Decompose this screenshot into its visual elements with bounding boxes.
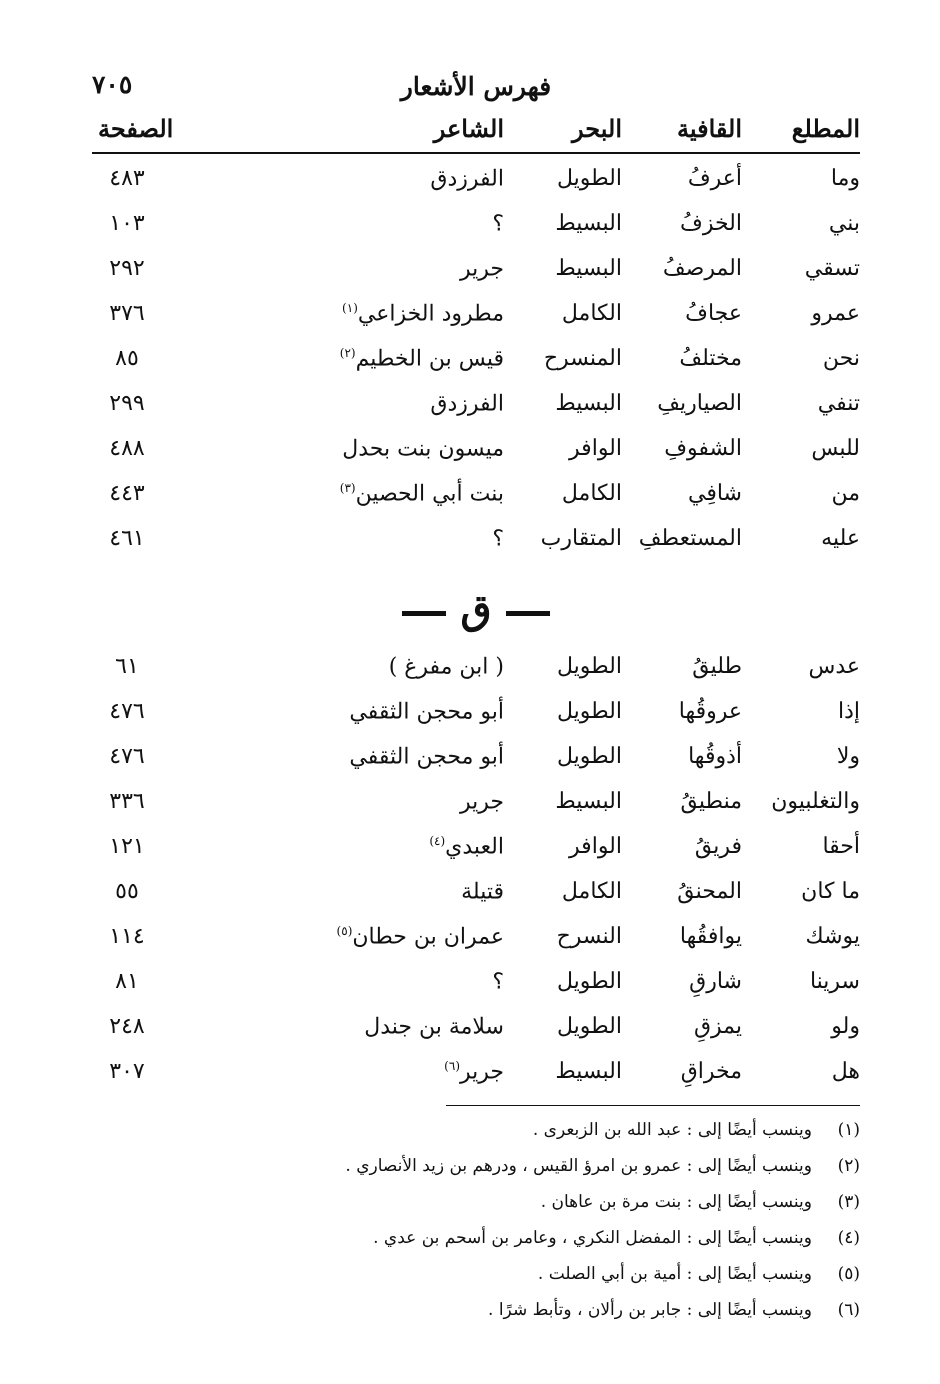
cell-qafiya: مختلفُ <box>679 346 742 371</box>
cell-poet: قيس بن الخطيم$^{(٢)}$ <box>339 346 504 372</box>
cell-matla: هل <box>831 1059 860 1084</box>
page-number: ٧٠٥ <box>92 70 133 99</box>
footnote-number: (١) <box>837 1120 860 1140</box>
page-header <box>92 68 860 108</box>
column-header-matla: المطلع <box>791 114 860 143</box>
footnote-number: (٣) <box>837 1192 860 1212</box>
footnote-marker: (٥) <box>336 924 353 938</box>
section-letter-heading <box>92 586 860 633</box>
cell-bahr: الكامل <box>561 481 622 506</box>
footnote <box>92 1226 860 1262</box>
table-row <box>92 875 860 920</box>
footnote-divider <box>446 1105 860 1106</box>
cell-bahr: المنسرح <box>543 346 622 371</box>
cell-page: ٣٠٧ <box>109 1059 145 1084</box>
cell-qafiya: يمزقِ <box>693 1014 742 1039</box>
cell-qafiya: عجافُ <box>685 301 742 326</box>
cell-poet: العبدي$^{(٤)}$ <box>429 834 504 860</box>
table-row <box>92 207 860 252</box>
cell-bahr: البسيط <box>555 391 622 416</box>
footnote-number: (٥) <box>837 1264 860 1284</box>
cell-matla: ولو <box>831 1014 860 1039</box>
cell-qafiya: المرصفُ <box>662 256 742 281</box>
index-table-faa <box>92 162 860 567</box>
cell-matla: عمرو <box>811 301 860 326</box>
table-row <box>92 297 860 342</box>
cell-page: ٤٦١ <box>109 526 145 551</box>
cell-page: ٣٧٦ <box>109 301 145 326</box>
cell-page: ١٢١ <box>109 834 145 859</box>
cell-qafiya: يوافقُها <box>679 924 742 949</box>
footnote-marker: (٣) <box>339 481 356 495</box>
cell-matla: ما كان <box>801 879 860 904</box>
cell-qafiya: الخزفُ <box>680 211 742 236</box>
footnote-text: وينسب أيضًا إلى : عمرو بن امرؤ القيس ، ودرهم بن زيد الأنصاري . <box>345 1156 812 1176</box>
cell-bahr: النسرح <box>556 924 622 949</box>
cell-matla: تسقي <box>804 256 860 281</box>
table-row <box>92 252 860 297</box>
cell-qafiya: المحنقُ <box>677 879 742 904</box>
cell-matla: والتغلبيون <box>771 789 860 814</box>
cell-qafiya: منطيقُ <box>680 789 742 814</box>
cell-qafiya: الشفوفِ <box>664 436 742 461</box>
cell-poet: أبو محجن الثقفي <box>349 744 504 770</box>
cell-matla: عدس <box>808 654 860 679</box>
cell-page: ٤٨٣ <box>109 166 145 191</box>
cell-bahr: المتقارب <box>540 526 622 551</box>
cell-bahr: البسيط <box>555 789 622 814</box>
cell-matla: عليه <box>821 526 860 551</box>
cell-bahr: البسيط <box>555 256 622 281</box>
cell-page: ٥٥ <box>115 879 139 904</box>
cell-qafiya: شارقِ <box>689 969 742 994</box>
footnote <box>92 1190 860 1226</box>
cell-bahr: الكامل <box>561 879 622 904</box>
cell-matla: أحقا <box>822 834 860 859</box>
footnote-marker: (١) <box>342 301 358 315</box>
cell-page: ٤٤٣ <box>109 481 145 506</box>
cell-qafiya: طليقُ <box>692 654 742 679</box>
cell-bahr: البسيط <box>555 211 622 236</box>
cell-page: ٤٧٦ <box>109 699 145 724</box>
cell-poet: قتيلة <box>461 879 504 905</box>
cell-page: ٢٤٨ <box>109 1014 145 1039</box>
footnote <box>92 1262 860 1298</box>
cell-poet: ؟ <box>492 969 504 995</box>
cell-page: ٢٩٢ <box>109 256 145 281</box>
cell-bahr: الطويل <box>556 1014 622 1039</box>
cell-bahr: الطويل <box>556 699 622 724</box>
cell-matla: إذا <box>837 699 860 724</box>
cell-poet: الفرزدق <box>430 391 504 417</box>
cell-poet: ( ابن مفرغ ) <box>388 654 504 680</box>
cell-page: ٤٧٦ <box>109 744 145 769</box>
footnote <box>92 1118 860 1154</box>
table-row <box>92 830 860 875</box>
cell-matla: سرينا <box>809 969 860 994</box>
cell-poet: جرير <box>460 789 504 815</box>
cell-poet: سلامة بن جندل <box>364 1014 504 1040</box>
cell-page: ١١٤ <box>109 924 145 949</box>
cell-bahr: الوافر <box>569 436 622 461</box>
cell-page: ٤٨٨ <box>109 436 145 461</box>
cell-poet: أبو محجن الثقفي <box>349 699 504 725</box>
table-row <box>92 477 860 522</box>
table-row <box>92 740 860 785</box>
table-row <box>92 920 860 965</box>
cell-qafiya: شافِي <box>688 481 742 506</box>
footnote-marker: (٦) <box>444 1059 460 1073</box>
footnote <box>92 1298 860 1334</box>
cell-poet: ؟ <box>492 211 504 237</box>
cell-poet: ميسون بنت بحدل <box>342 436 504 462</box>
table-row <box>92 162 860 207</box>
cell-page: ١٠٣ <box>109 211 145 236</box>
column-header-qafiya: القافية <box>676 114 742 143</box>
footnote-text: وينسب أيضًا إلى : المفضل النكري ، وعامر بن أسحم بن عدي . <box>373 1228 812 1248</box>
table-row <box>92 1055 860 1100</box>
cell-poet: مطرود الخزاعي$^{(١)}$ <box>342 301 504 327</box>
cell-matla: نحن <box>822 346 860 371</box>
section-letter: ق <box>460 586 492 633</box>
cell-poet: بنت أبي الحصين$^{(٣)}$ <box>339 481 504 507</box>
table-row <box>92 650 860 695</box>
cell-poet: الفرزدق <box>430 166 504 192</box>
cell-qafiya: عروقُها <box>678 699 742 724</box>
table-row <box>92 387 860 432</box>
footnote-text: وينسب أيضًا إلى : عبد الله بن الزبعرى . <box>532 1120 812 1140</box>
table-row <box>92 1010 860 1055</box>
cell-poet: ؟ <box>492 526 504 552</box>
cell-page: ٢٩٩ <box>109 391 145 416</box>
index-table-qaf <box>92 650 860 1100</box>
cell-matla: من <box>831 481 860 506</box>
cell-bahr: الكامل <box>561 301 622 326</box>
table-row <box>92 965 860 1010</box>
table-row <box>92 695 860 740</box>
cell-bahr: الوافر <box>569 834 622 859</box>
cell-qafiya: مخراقِ <box>680 1059 742 1084</box>
footnote <box>92 1154 860 1190</box>
footnotes <box>92 1118 860 1334</box>
footnote-number: (٤) <box>837 1228 860 1248</box>
footnote-text: وينسب أيضًا إلى : أمية بن أبي الصلت . <box>537 1264 812 1284</box>
cell-qafiya: فريقُ <box>694 834 742 859</box>
cell-qafiya: أعرفُ <box>687 166 742 191</box>
cell-poet: جرير <box>460 256 504 282</box>
footnote-number: (٢) <box>837 1156 860 1176</box>
table-row <box>92 785 860 830</box>
column-header-poet: الشاعر <box>433 114 504 143</box>
cell-matla: تنفي <box>817 391 860 416</box>
table-row <box>92 432 860 477</box>
cell-qafiya: أذوقُها <box>688 744 742 769</box>
cell-bahr: الطويل <box>556 166 622 191</box>
footnote-text: وينسب أيضًا إلى : بنت مرة بن عاهان . <box>540 1192 812 1212</box>
cell-matla: ولا <box>836 744 860 769</box>
cell-matla: للبس <box>811 436 860 461</box>
heading-dash-left <box>402 611 446 616</box>
cell-bahr: الطويل <box>556 969 622 994</box>
cell-bahr: الطويل <box>556 744 622 769</box>
heading-dash-right <box>506 611 550 616</box>
footnote-marker: (٢) <box>339 346 356 360</box>
cell-poet: جرير$^{(٦)}$ <box>444 1059 504 1085</box>
cell-matla: يوشك <box>805 924 860 949</box>
cell-matla: وما <box>830 166 860 191</box>
cell-page: ٣٣٦ <box>109 789 145 814</box>
column-header-page: الصفحة <box>98 114 174 143</box>
cell-qafiya: الصياريفِ <box>657 391 742 416</box>
footnote-marker: (٤) <box>429 834 446 848</box>
cell-page: ٨١ <box>115 969 139 994</box>
column-headers <box>92 108 860 154</box>
footnote-number: (٦) <box>837 1300 860 1320</box>
cell-page: ٨٥ <box>115 346 139 371</box>
table-row <box>92 342 860 387</box>
cell-page: ٦١ <box>115 654 139 679</box>
page-title: فهرس الأشعار <box>400 72 552 101</box>
cell-poet: عمران بن حطان$^{(٥)}$ <box>336 924 504 950</box>
table-row <box>92 522 860 567</box>
cell-qafiya: المستعطفِ <box>638 526 742 551</box>
cell-bahr: البسيط <box>555 1059 622 1084</box>
cell-bahr: الطويل <box>556 654 622 679</box>
footnote-text: وينسب أيضًا إلى : جابر بن رألان ، وتأبط شرًا . <box>488 1300 812 1320</box>
cell-matla: بني <box>828 211 860 236</box>
column-header-bahr: البحر <box>572 114 622 143</box>
